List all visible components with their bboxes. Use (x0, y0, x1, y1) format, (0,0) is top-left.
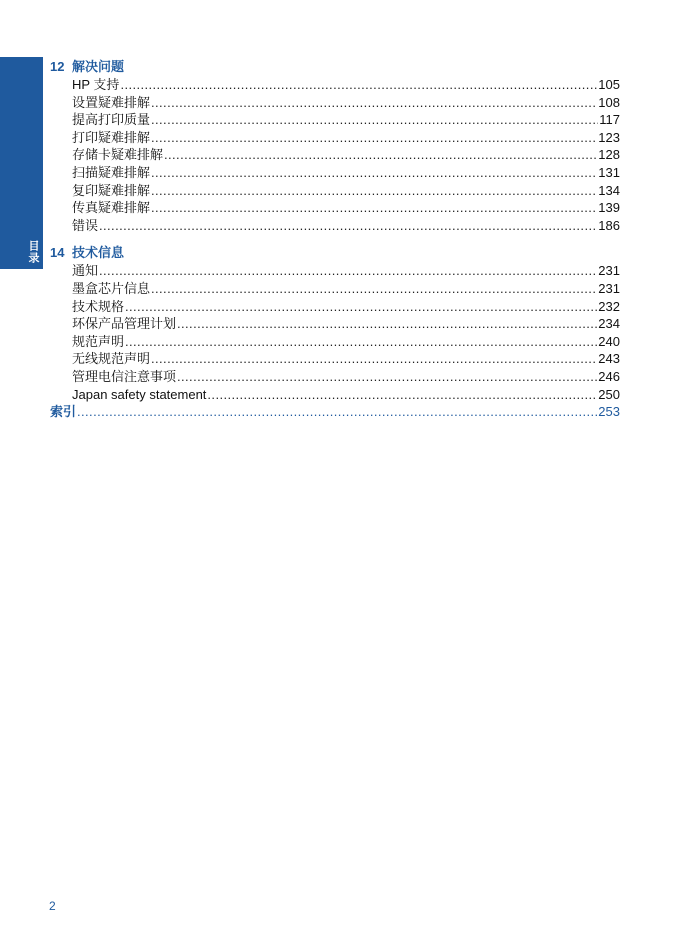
entry-page: 232 (598, 298, 620, 314)
chapter-number: 12 (50, 59, 65, 74)
chapter-heading[interactable] (50, 58, 620, 76)
dot-leader (99, 217, 597, 235)
dot-leader (151, 280, 597, 298)
index-entry[interactable] (50, 403, 620, 421)
dot-leader (177, 368, 597, 386)
toc-entry[interactable] (50, 164, 620, 182)
entry-title: 规范声明 (72, 333, 125, 349)
page-number: 2 (49, 899, 56, 913)
dot-leader (164, 146, 597, 164)
entry-title: 墨盒芯片信息 (72, 280, 151, 296)
entry-page: 243 (598, 351, 620, 367)
entry-title: 存储卡疑难排解 (72, 147, 164, 163)
dot-leader (99, 262, 597, 280)
entry-page: 231 (598, 263, 620, 279)
toc-entry[interactable] (50, 94, 620, 112)
entry-title: HP 支持 (72, 77, 120, 92)
dot-leader (207, 386, 597, 404)
toc-entry[interactable] (50, 262, 620, 280)
entry-title: 提高打印质量 (72, 112, 151, 128)
dot-leader (151, 350, 597, 368)
index-title: 索引 (50, 404, 77, 420)
side-tab (0, 57, 43, 269)
entry-title: 技术规格 (72, 298, 125, 314)
toc-entry[interactable] (50, 199, 620, 217)
toc-entry[interactable] (50, 333, 620, 351)
entry-page: 117 (599, 112, 620, 128)
dot-leader (77, 403, 597, 421)
toc-entry[interactable] (50, 146, 620, 164)
chapter-number: 14 (50, 245, 65, 261)
entry-title: 打印疑难排解 (72, 129, 151, 145)
toc-entry[interactable] (50, 217, 620, 235)
entry-title: 环保产品管理计划 (72, 316, 177, 332)
entry-page: 131 (598, 164, 620, 180)
dot-leader (151, 111, 598, 129)
entry-title: 传真疑难排解 (72, 200, 151, 216)
toc-entry[interactable] (50, 111, 620, 129)
entry-page: 105 (598, 77, 620, 92)
entry-page: 250 (598, 386, 620, 402)
entry-page: 134 (598, 182, 620, 198)
toc-entry[interactable] (50, 350, 620, 368)
entry-title: 设置疑难排解 (72, 94, 151, 110)
entry-page: 186 (598, 217, 620, 233)
toc-entry[interactable] (50, 298, 620, 316)
entry-title: Japan safety statement (72, 386, 207, 402)
entry-page: 234 (598, 316, 620, 332)
index-page: 253 (598, 404, 620, 420)
dot-leader (151, 164, 597, 182)
entry-page: 246 (598, 368, 620, 384)
dot-leader (177, 315, 597, 333)
chapter-14 (50, 244, 620, 403)
entry-title: 扫描疑难排解 (72, 164, 151, 180)
dot-leader (125, 333, 597, 351)
dot-leader (151, 94, 597, 112)
dot-leader (125, 298, 597, 316)
chapter-title: 解决问题 (72, 59, 125, 74)
dot-leader (151, 129, 597, 147)
toc-entry[interactable] (50, 315, 620, 333)
dot-leader (151, 199, 597, 217)
entry-page: 128 (598, 147, 620, 163)
entry-page: 231 (598, 280, 620, 296)
side-tab-label: 目录 (27, 240, 39, 264)
entry-title: 通知 (72, 263, 99, 279)
dot-leader (151, 182, 597, 200)
toc-entry[interactable] (50, 386, 620, 404)
toc-entry[interactable] (50, 129, 620, 147)
entry-page: 139 (598, 200, 620, 216)
toc-entry[interactable] (50, 76, 620, 94)
chapter-title: 技术信息 (72, 245, 125, 261)
chapter-heading[interactable] (50, 244, 620, 262)
table-of-contents (50, 58, 620, 421)
entry-title: 错误 (72, 217, 99, 233)
toc-entry[interactable] (50, 368, 620, 386)
entry-title: 管理电信注意事项 (72, 368, 177, 384)
entry-title: 复印疑难排解 (72, 182, 151, 198)
toc-entry[interactable] (50, 280, 620, 298)
entry-page: 123 (598, 129, 620, 145)
toc-entry[interactable] (50, 182, 620, 200)
entry-page: 240 (598, 333, 620, 349)
entry-title: 无线规范声明 (72, 351, 151, 367)
chapter-12 (50, 58, 620, 234)
entry-page: 108 (598, 94, 620, 110)
dot-leader (120, 76, 597, 94)
